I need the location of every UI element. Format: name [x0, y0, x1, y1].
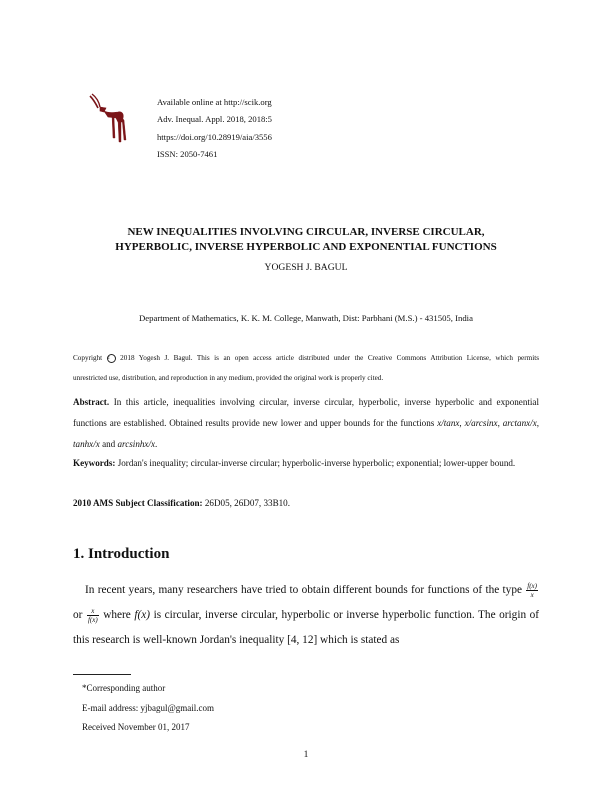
- copyright-text-1: 2018 Yogesh J. Bagul. This is an open access article distributed under the Creative Commons Attribution License, which permits: [120, 354, 540, 362]
- page-number: 1: [303, 750, 309, 760]
- footnotes: [82, 679, 214, 738]
- footnote-corresponding-author: *Corresponding author: [82, 683, 166, 693]
- fraction-x-over-fx: [87, 607, 99, 624]
- abstract-function-4: tanhx/x: [73, 439, 100, 449]
- intro-text-1: In recent years, many researchers have tried to obtain different bounds for functions of the type: [85, 584, 522, 596]
- journal-info: [157, 94, 272, 163]
- gazelle-logo-icon: [82, 90, 142, 152]
- abstract-text: In this article, inequalities involving circular, inverse circular, hyperbolic, inverse hyperbolic and exponential functions are established. Obtained results provide new lower and upper bounds for the functions: [73, 397, 539, 428]
- intro-fx: f(x): [134, 609, 151, 621]
- abstract-function-2: x/arcsinx: [464, 418, 498, 428]
- journal-citation: Adv. Inequal. Appl. 2018, 2018:5: [157, 114, 272, 125]
- ams-codes: 26D05, 26D07, 33B10.: [204, 498, 291, 508]
- paper-title: [60, 225, 552, 255]
- journal-available-line: Available online at http://scik.org: [157, 97, 272, 107]
- intro-or: or: [73, 609, 83, 621]
- ams-classification: [73, 496, 539, 510]
- ams-label: 2010 AMS Subject Classification:: [73, 498, 203, 508]
- journal-doi-link[interactable]: https://doi.org/10.28919/aia/3556: [157, 131, 272, 142]
- abstract-function-3: arctanx/x: [502, 418, 537, 428]
- keywords: [73, 453, 539, 474]
- introduction-paragraph: [73, 578, 539, 653]
- fraction-fx-over-x: [526, 582, 538, 599]
- copyright-line-2: unrestricted use, distribution, and reproduction in any medium, provided the original work is properly cited.: [73, 374, 384, 382]
- intro-text-2: where: [103, 609, 131, 621]
- fraction-2-numerator: x: [87, 607, 99, 616]
- abstract-conjunction: and: [102, 439, 116, 449]
- copyright-notice: [73, 348, 539, 388]
- footnote-rule: [73, 674, 131, 675]
- keywords-label: Keywords:: [73, 458, 116, 468]
- abstract-function-5: arcsinhx/x: [117, 439, 156, 449]
- fraction-2-denominator: f(x): [87, 615, 98, 624]
- footnote-email[interactable]: E-mail address: yjbagul@gmail.com: [82, 702, 215, 713]
- abstract-function-1: x/tanx: [437, 418, 460, 428]
- paper-author: YOGESH J. BAGUL: [264, 262, 348, 273]
- paper-title-line-2: HYPERBOLIC, INVERSE HYPERBOLIC AND EXPONENTIAL FUNCTIONS: [115, 241, 497, 253]
- copyright-line-1: [73, 348, 539, 368]
- journal-issn: ISSN: 2050-7461: [157, 148, 218, 159]
- copyright-prefix: Copyright: [73, 354, 103, 362]
- fraction-1-numerator: f(x): [527, 581, 537, 590]
- abstract: Abstract. In this article, inequalities involving circular, inverse circular, hyperbolic, inverse hyperbolic and exponential functions are established. Obtained results provide new lower and upper bounds for the functions x/tanx, x/arcsinx, arctanx/x, tanhx/x and arcsinhx/x.: [73, 397, 540, 449]
- keywords-text: Jordan's inequality; circular-inverse circular; hyperbolic-inverse hyperbolic; exponential; lower-upper bound.: [117, 458, 516, 468]
- intro-text-3: is circular, inverse circular, hyperbolic or inverse hyperbolic function. The origin of this research is well-known Jordan's inequality [4, 12] which is stated as: [73, 609, 540, 646]
- paper-affiliation: Department of Mathematics, K. K. M. College, Manwath, Dist: Parbhani (M.S.) - 431505, India: [139, 313, 473, 323]
- section-heading-introduction: 1. Introduction: [73, 546, 170, 562]
- fraction-1-denominator: x: [530, 590, 534, 599]
- paper-title-line-1: NEW INEQUALITIES INVOLVING CIRCULAR, INVERSE CIRCULAR,: [127, 226, 485, 238]
- copyright-circle-icon: c: [107, 354, 116, 363]
- abstract-label: Abstract.: [73, 397, 110, 407]
- footnote-received: Received November 01, 2017: [82, 722, 190, 732]
